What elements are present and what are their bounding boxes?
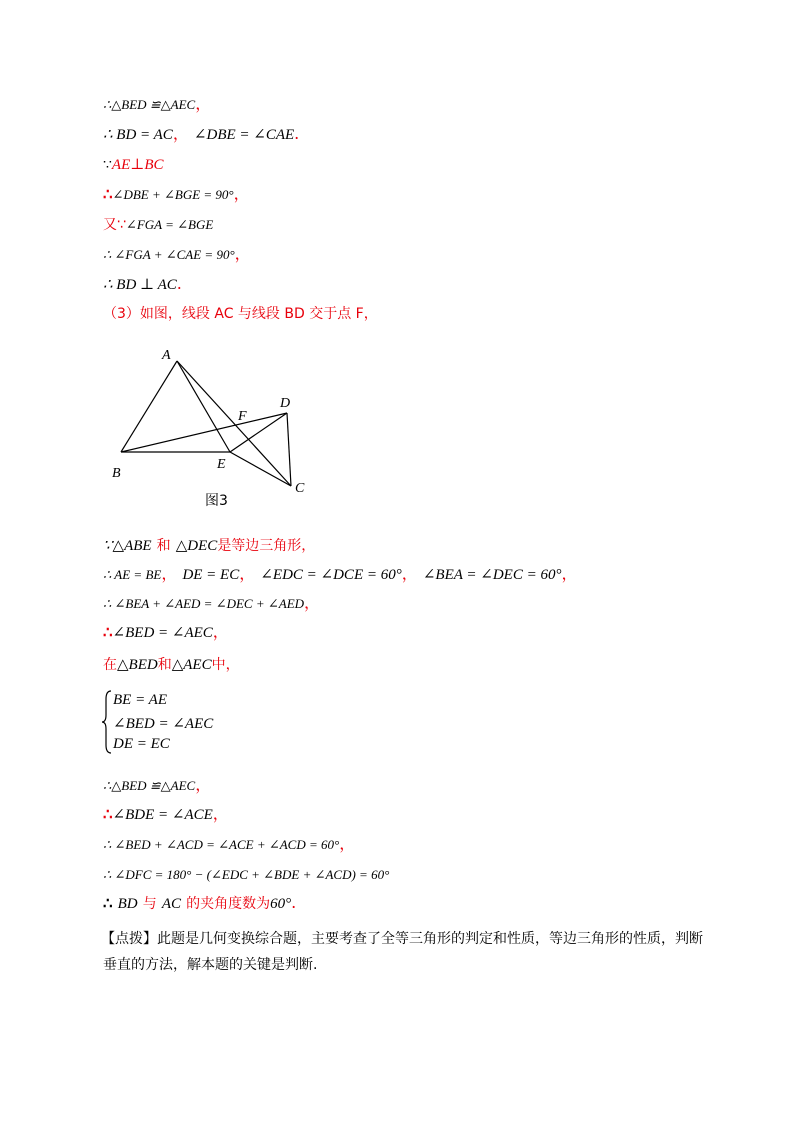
proof3-dfc <box>103 866 389 882</box>
proof-line-sum <box>103 186 250 202</box>
punct: ， <box>401 564 418 583</box>
math-expr: ∴ AE = BE <box>103 567 162 582</box>
also-because: 又∵ <box>103 217 126 233</box>
proof3-bed-eq-aec <box>103 624 229 641</box>
therefore-symbol: ∴ <box>103 185 113 203</box>
segment-ae <box>177 361 230 452</box>
segment-ac <box>177 361 291 486</box>
text-with: 与 <box>142 896 157 912</box>
figure-caption: 图3 <box>205 493 228 509</box>
punct: ， <box>212 804 229 823</box>
text: 的夹角度数为 <box>186 896 271 912</box>
segment-ab <box>121 361 177 452</box>
segment-bd <box>121 413 287 452</box>
math-expr: △DEC <box>175 538 218 554</box>
proof-line-sum90 <box>103 246 251 262</box>
math-expr: ∠BDE = ∠ACE <box>112 807 213 823</box>
math-expr: ∠EDC = ∠DCE = 60° <box>260 567 402 583</box>
punct: ， <box>195 94 212 113</box>
punct: ， <box>234 244 251 263</box>
system-eq-2: ∠BED = ∠AEC <box>113 716 214 732</box>
math-expr: ∠FGA = ∠BGE <box>125 217 214 232</box>
math-expr: ∴△BED ≌△AEC <box>103 778 196 793</box>
segment-dc <box>287 413 291 486</box>
math-expr: ∠DBE = ∠CAE <box>193 127 295 143</box>
label-f: F <box>238 409 247 424</box>
hint-text: 此题是几何变换综合题，主要考查了全等三角形的判定和性质，等边三角形的性质，判断垂直的方法，解本题的关键是判断. <box>103 931 703 973</box>
proof-line-bd-perp-ac <box>103 276 182 293</box>
proof3-sum-60 <box>103 836 355 852</box>
therefore-symbol: ∴ <box>103 623 113 641</box>
label-a: A <box>162 348 171 363</box>
punct: ， <box>561 564 578 583</box>
segment-ec <box>230 452 291 486</box>
math-expr: ∴ BD = AC <box>103 127 173 143</box>
therefore-symbol: ∴ <box>103 894 113 912</box>
proof-line-also <box>103 216 213 232</box>
text-and: 和 <box>156 538 171 554</box>
math-expr: ∵△ABE <box>103 538 152 554</box>
text-and: 和 <box>157 657 172 673</box>
math-expr: ∠BEA = ∠DEC = 60° <box>422 567 562 583</box>
proof3-equilateral <box>103 537 315 554</box>
math-expr: ∴ ∠FGA + ∠CAE = 90° <box>103 247 235 262</box>
math-expr: AE⊥BC <box>111 157 164 173</box>
punct: ， <box>161 564 178 583</box>
part3-heading: （3）如图，线段 AC 与线段 BD 交于点 F， <box>103 306 378 322</box>
punct: . <box>176 274 182 293</box>
label-e: E <box>217 457 226 472</box>
proof3-bde-eq-ace <box>103 806 229 823</box>
system-eq-1: BE = AE <box>113 692 168 708</box>
math-expr: BD <box>117 896 138 912</box>
math-expr: ∴ ∠BED + ∠ACD = ∠ACE + ∠ACD = 60° <box>103 837 340 852</box>
punct: ， <box>233 184 250 203</box>
label-d: D <box>280 396 291 411</box>
hint-paragraph <box>103 926 703 978</box>
math-expr: ∴ BD ⊥ AC <box>103 277 177 293</box>
math-expr: ∴ ∠DFC = 180° − (∠EDC + ∠BDE + ∠ACD) = 60° <box>103 867 390 882</box>
punct: ， <box>172 124 189 143</box>
proof-line-perp <box>103 156 164 173</box>
text-in: 在 <box>103 657 117 673</box>
text-mid: 中， <box>211 657 240 673</box>
math-expr: AC <box>161 896 181 912</box>
label-c: C <box>295 481 305 496</box>
label-b: B <box>112 466 121 481</box>
math-expr: ∠DBE + ∠BGE = 90° <box>112 187 234 202</box>
math-expr: DE = EC <box>182 567 240 583</box>
proof-line-congruent <box>103 96 211 112</box>
punct: . <box>294 124 300 143</box>
proof-line-bd-eq-ac <box>103 126 299 143</box>
geometry-figure <box>105 340 335 520</box>
therefore-symbol: ∴ <box>103 805 113 823</box>
proof3-add-aed <box>103 595 320 611</box>
punct: ， <box>239 564 256 583</box>
math-expr: △BED <box>117 657 158 673</box>
math-expr: 60° <box>270 896 292 912</box>
punct: ， <box>212 622 229 641</box>
text: 是等边三角形， <box>217 538 316 554</box>
proof3-equalities <box>103 566 577 583</box>
math-expr: △AEC <box>171 657 212 673</box>
system-eq-3: DE = EC <box>113 736 170 752</box>
math-expr: ∠BED = ∠AEC <box>112 625 213 641</box>
math-expr: ∴△BED ≌△AEC <box>103 97 196 112</box>
punct: . <box>291 893 297 912</box>
punct: ， <box>339 834 356 853</box>
proof3-conclusion <box>103 895 296 912</box>
proof3-in-triangles <box>103 656 240 673</box>
math-expr: ∴ ∠BEA + ∠AED = ∠DEC + ∠AED <box>103 596 305 611</box>
system-brace <box>101 689 113 755</box>
punct: ， <box>195 775 212 794</box>
punct: ， <box>304 593 321 612</box>
hint-label: 【点拨】 <box>101 931 157 947</box>
because-symbol: ∵ <box>103 157 112 173</box>
proof3-congruent <box>103 777 211 793</box>
